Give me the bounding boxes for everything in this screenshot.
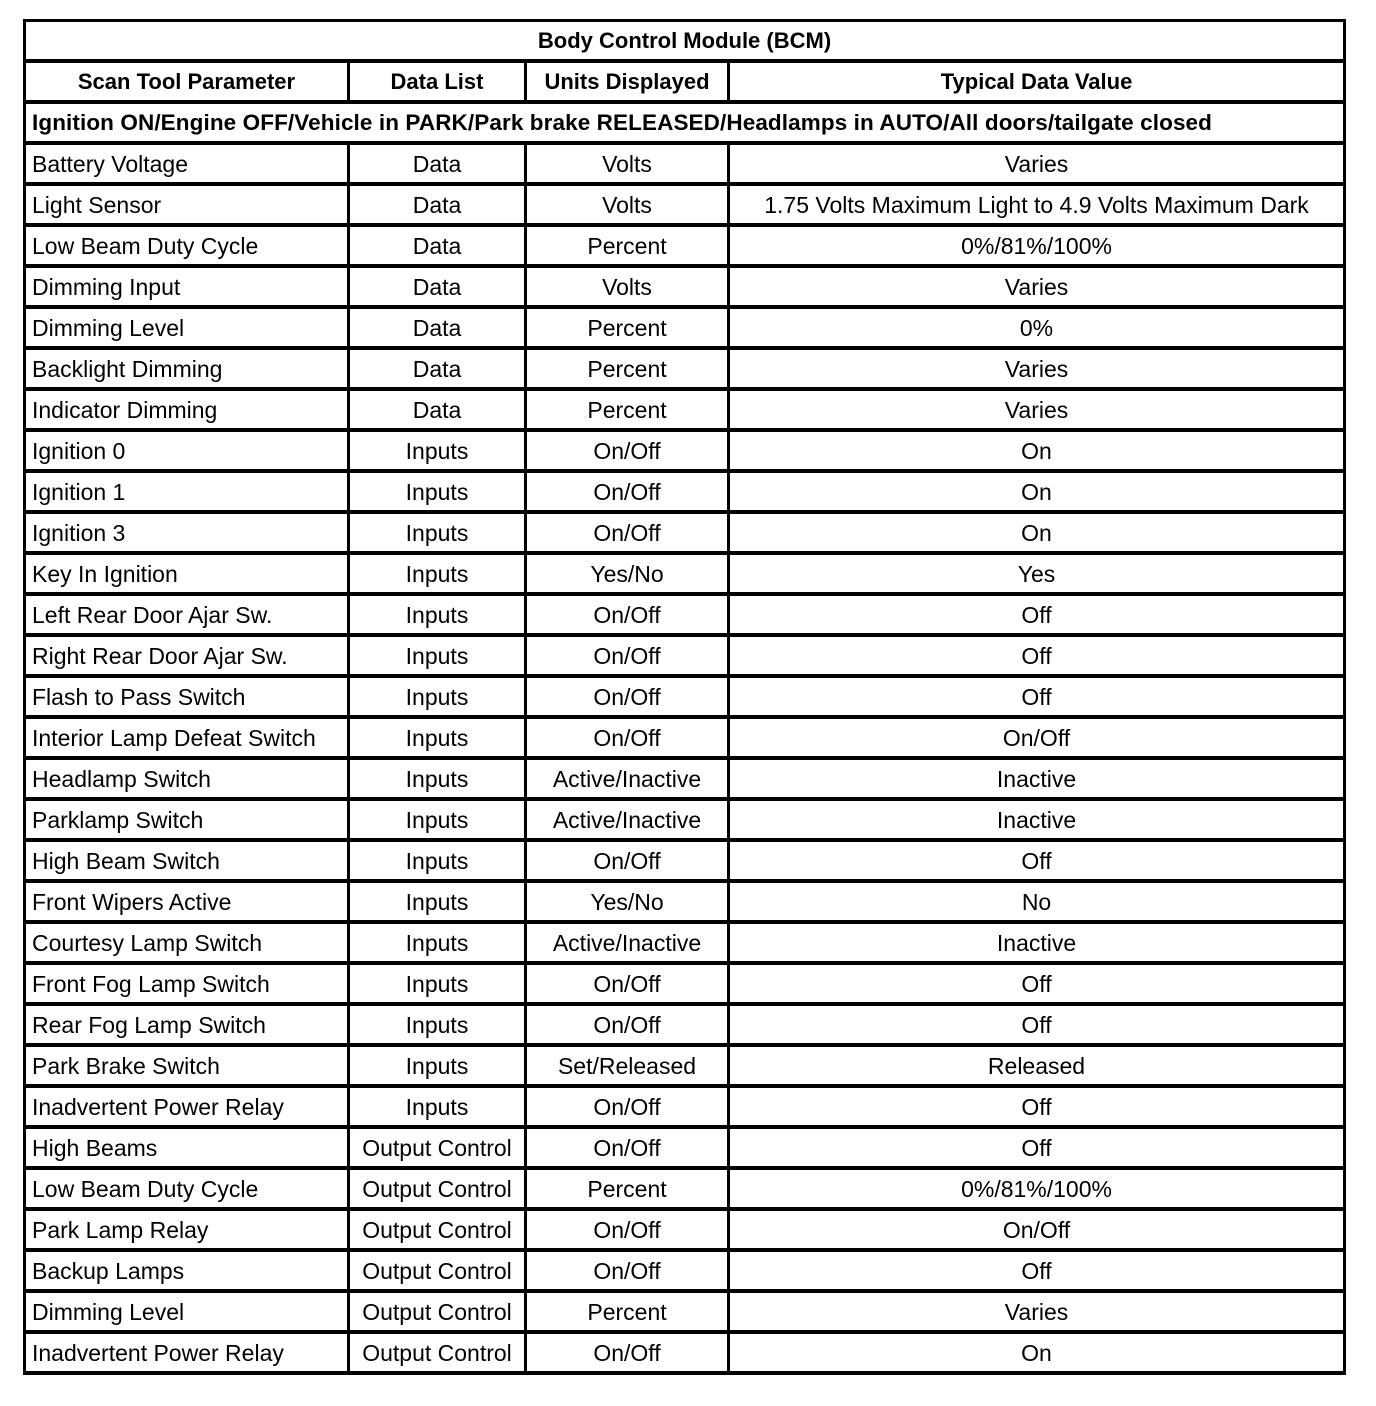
- units-cell: Set/Released: [526, 1045, 729, 1086]
- table-row: [25, 143, 1345, 184]
- table-row: [25, 348, 1345, 389]
- table-row: [25, 1168, 1345, 1209]
- typical-value-cell: Released: [729, 1045, 1345, 1086]
- units-cell: Volts: [526, 143, 729, 184]
- typical-value-cell: Off: [729, 1086, 1345, 1127]
- units-cell: On/Off: [526, 1004, 729, 1045]
- table-row: [25, 1086, 1345, 1127]
- data-list-cell: Output Control: [349, 1168, 526, 1209]
- units-cell: On/Off: [526, 1086, 729, 1127]
- parameter-cell: Rear Fog Lamp Switch: [25, 1004, 349, 1045]
- units-cell: On/Off: [526, 471, 729, 512]
- typical-value-cell: Varies: [729, 1291, 1345, 1332]
- column-header-data-list: Data List: [349, 61, 526, 102]
- table-row: [25, 594, 1345, 635]
- units-cell: On/Off: [526, 1209, 729, 1250]
- units-cell: Percent: [526, 1168, 729, 1209]
- units-cell: On/Off: [526, 430, 729, 471]
- parameter-cell: Key In Ignition: [25, 553, 349, 594]
- table-row: [25, 1332, 1345, 1373]
- typical-value-cell: 0%/81%/100%: [729, 225, 1345, 266]
- table-row: [25, 881, 1345, 922]
- data-list-cell: Output Control: [349, 1250, 526, 1291]
- data-list-cell: Output Control: [349, 1291, 526, 1332]
- data-list-cell: Inputs: [349, 1045, 526, 1086]
- data-list-cell: Inputs: [349, 881, 526, 922]
- parameter-cell: Front Wipers Active: [25, 881, 349, 922]
- typical-value-cell: Inactive: [729, 922, 1345, 963]
- data-list-cell: Output Control: [349, 1127, 526, 1168]
- parameter-cell: Front Fog Lamp Switch: [25, 963, 349, 1004]
- table-row: [25, 717, 1345, 758]
- parameter-cell: Park Brake Switch: [25, 1045, 349, 1086]
- typical-value-cell: Yes: [729, 553, 1345, 594]
- parameter-cell: Headlamp Switch: [25, 758, 349, 799]
- parameter-cell: Dimming Level: [25, 307, 349, 348]
- parameter-cell: Low Beam Duty Cycle: [25, 225, 349, 266]
- table-row: [25, 1291, 1345, 1332]
- data-list-cell: Inputs: [349, 512, 526, 553]
- units-cell: On/Off: [526, 1250, 729, 1291]
- data-list-cell: Inputs: [349, 717, 526, 758]
- test-condition: Ignition ON/Engine OFF/Vehicle in PARK/Park brake RELEASED/Headlamps in AUTO/All doors/tailgate closed: [25, 102, 1345, 143]
- parameter-cell: Ignition 3: [25, 512, 349, 553]
- bcm-data-table: [23, 19, 1346, 1375]
- data-list-cell: Inputs: [349, 1004, 526, 1045]
- parameter-cell: Light Sensor: [25, 184, 349, 225]
- data-list-cell: Output Control: [349, 1209, 526, 1250]
- parameter-cell: Flash to Pass Switch: [25, 676, 349, 717]
- units-cell: On/Off: [526, 1127, 729, 1168]
- typical-value-cell: Varies: [729, 143, 1345, 184]
- table-row: [25, 840, 1345, 881]
- typical-value-cell: Off: [729, 840, 1345, 881]
- parameter-cell: Inadvertent Power Relay: [25, 1086, 349, 1127]
- data-list-cell: Data: [349, 307, 526, 348]
- parameter-cell: Parklamp Switch: [25, 799, 349, 840]
- data-list-cell: Data: [349, 266, 526, 307]
- data-list-cell: Inputs: [349, 676, 526, 717]
- typical-value-cell: No: [729, 881, 1345, 922]
- units-cell: Active/Inactive: [526, 799, 729, 840]
- parameter-cell: Backlight Dimming: [25, 348, 349, 389]
- table-row: [25, 553, 1345, 594]
- table-title-row: [25, 21, 1345, 62]
- parameter-cell: Indicator Dimming: [25, 389, 349, 430]
- parameter-cell: Ignition 1: [25, 471, 349, 512]
- table-row: [25, 1209, 1345, 1250]
- units-cell: On/Off: [526, 963, 729, 1004]
- parameter-cell: Low Beam Duty Cycle: [25, 1168, 349, 1209]
- data-list-cell: Inputs: [349, 471, 526, 512]
- data-list-cell: Inputs: [349, 1086, 526, 1127]
- typical-value-cell: On: [729, 430, 1345, 471]
- typical-value-cell: 0%: [729, 307, 1345, 348]
- table-row: [25, 1250, 1345, 1291]
- units-cell: On/Off: [526, 717, 729, 758]
- table-row: [25, 266, 1345, 307]
- typical-value-cell: 1.75 Volts Maximum Light to 4.9 Volts Maximum Dark: [729, 184, 1345, 225]
- typical-value-cell: Varies: [729, 389, 1345, 430]
- typical-value-cell: On/Off: [729, 717, 1345, 758]
- typical-value-cell: On: [729, 1332, 1345, 1373]
- data-list-cell: Output Control: [349, 1332, 526, 1373]
- typical-value-cell: Off: [729, 1004, 1345, 1045]
- table-row: [25, 758, 1345, 799]
- data-list-cell: Inputs: [349, 840, 526, 881]
- units-cell: On/Off: [526, 512, 729, 553]
- data-list-cell: Inputs: [349, 799, 526, 840]
- table-row: [25, 225, 1345, 266]
- parameter-cell: Left Rear Door Ajar Sw.: [25, 594, 349, 635]
- data-list-cell: Data: [349, 348, 526, 389]
- typical-value-cell: On: [729, 471, 1345, 512]
- data-list-cell: Inputs: [349, 758, 526, 799]
- test-condition-row: [25, 102, 1345, 143]
- typical-value-cell: Off: [729, 963, 1345, 1004]
- table-row: [25, 307, 1345, 348]
- table-row: [25, 184, 1345, 225]
- parameter-cell: Dimming Level: [25, 1291, 349, 1332]
- units-cell: Active/Inactive: [526, 758, 729, 799]
- typical-value-cell: 0%/81%/100%: [729, 1168, 1345, 1209]
- units-cell: Volts: [526, 266, 729, 307]
- table-row: [25, 676, 1345, 717]
- parameter-cell: High Beam Switch: [25, 840, 349, 881]
- units-cell: Yes/No: [526, 553, 729, 594]
- table-row: [25, 1127, 1345, 1168]
- column-header-units: Units Displayed: [526, 61, 729, 102]
- typical-value-cell: Varies: [729, 266, 1345, 307]
- units-cell: Active/Inactive: [526, 922, 729, 963]
- table-row: [25, 963, 1345, 1004]
- parameter-cell: Interior Lamp Defeat Switch: [25, 717, 349, 758]
- data-list-cell: Inputs: [349, 963, 526, 1004]
- units-cell: Percent: [526, 389, 729, 430]
- table-row: [25, 471, 1345, 512]
- parameter-cell: Park Lamp Relay: [25, 1209, 349, 1250]
- column-header-typical-value: Typical Data Value: [729, 61, 1345, 102]
- units-cell: Percent: [526, 307, 729, 348]
- typical-value-cell: Inactive: [729, 758, 1345, 799]
- units-cell: On/Off: [526, 1332, 729, 1373]
- data-list-cell: Inputs: [349, 430, 526, 471]
- data-list-cell: Inputs: [349, 553, 526, 594]
- typical-value-cell: On/Off: [729, 1209, 1345, 1250]
- units-cell: Yes/No: [526, 881, 729, 922]
- typical-value-cell: Off: [729, 594, 1345, 635]
- parameter-cell: Backup Lamps: [25, 1250, 349, 1291]
- units-cell: Volts: [526, 184, 729, 225]
- data-list-cell: Inputs: [349, 922, 526, 963]
- typical-value-cell: Inactive: [729, 799, 1345, 840]
- table-row: [25, 922, 1345, 963]
- data-list-cell: Data: [349, 143, 526, 184]
- column-header-parameter: Scan Tool Parameter: [25, 61, 349, 102]
- table-row: [25, 1045, 1345, 1086]
- units-cell: On/Off: [526, 594, 729, 635]
- typical-value-cell: Off: [729, 676, 1345, 717]
- column-header-row: [25, 61, 1345, 102]
- units-cell: On/Off: [526, 635, 729, 676]
- typical-value-cell: Off: [729, 635, 1345, 676]
- units-cell: Percent: [526, 225, 729, 266]
- table-row: [25, 389, 1345, 430]
- typical-value-cell: Off: [729, 1250, 1345, 1291]
- typical-value-cell: On: [729, 512, 1345, 553]
- parameter-cell: Ignition 0: [25, 430, 349, 471]
- units-cell: Percent: [526, 1291, 729, 1332]
- data-list-cell: Inputs: [349, 635, 526, 676]
- parameter-cell: High Beams: [25, 1127, 349, 1168]
- table-title: Body Control Module (BCM): [25, 21, 1345, 62]
- table-row: [25, 635, 1345, 676]
- table-row: [25, 1004, 1345, 1045]
- parameter-cell: Courtesy Lamp Switch: [25, 922, 349, 963]
- parameter-cell: Right Rear Door Ajar Sw.: [25, 635, 349, 676]
- data-list-cell: Inputs: [349, 594, 526, 635]
- parameter-cell: Dimming Input: [25, 266, 349, 307]
- units-cell: On/Off: [526, 840, 729, 881]
- data-list-cell: Data: [349, 225, 526, 266]
- parameter-cell: Inadvertent Power Relay: [25, 1332, 349, 1373]
- typical-value-cell: Varies: [729, 348, 1345, 389]
- data-list-cell: Data: [349, 389, 526, 430]
- units-cell: On/Off: [526, 676, 729, 717]
- typical-value-cell: Off: [729, 1127, 1345, 1168]
- table-row: [25, 799, 1345, 840]
- table-row: [25, 512, 1345, 553]
- units-cell: Percent: [526, 348, 729, 389]
- parameter-cell: Battery Voltage: [25, 143, 349, 184]
- table-row: [25, 430, 1345, 471]
- data-list-cell: Data: [349, 184, 526, 225]
